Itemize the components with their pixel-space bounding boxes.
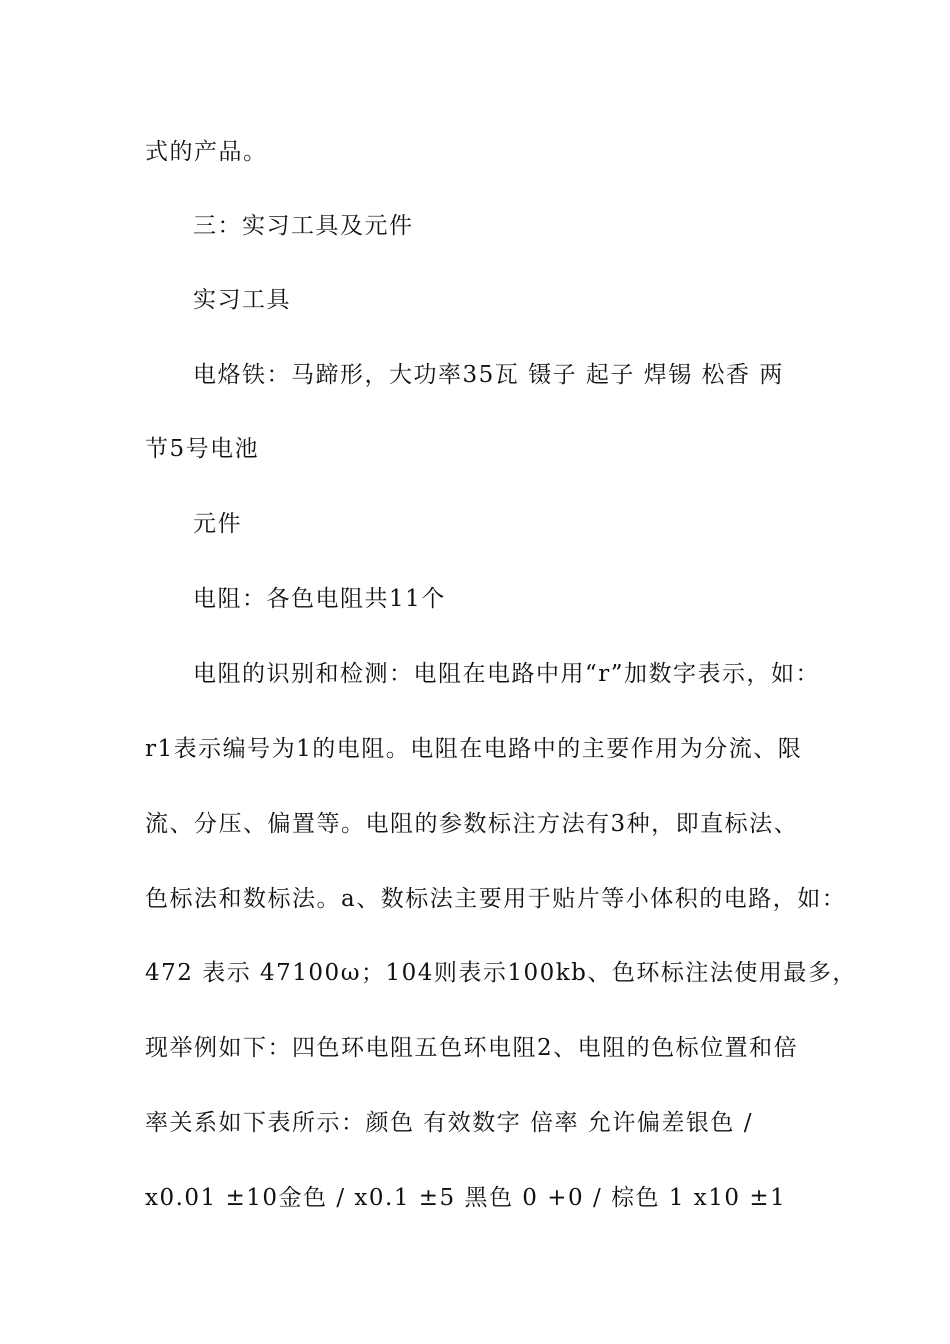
text-line: 率关系如下表所示：颜色 有效数字 倍率 允许偏差银色 / (145, 1110, 753, 1136)
text-line: 色标法和数标法。a、数标法主要用于贴片等小体积的电路，如： (145, 886, 847, 912)
text-line: 472 表示 47100ω；104则表示100kb、色环标注法使用最多， (145, 960, 857, 986)
text-line: r1表示编号为1的电阻。电阻在电路中的主要作用为分流、限 (145, 736, 803, 762)
text-line: 现举例如下：四色环电阻五色环电阻2、电阻的色标位置和倍 (145, 1035, 799, 1061)
text-line: 电烙铁：马蹄形，大功率35瓦 镊子 起子 焊锡 松香 两 (193, 362, 784, 388)
subheading: 元件 (193, 511, 242, 537)
text-line: x0.01 ±10金色 / x0.1 ±5 黑色 0 +0 / 棕色 1 x10 ±1 (145, 1185, 787, 1211)
text-line: 式的产品。 (145, 139, 268, 165)
text-line: 节5号电池 (145, 436, 260, 462)
text-line: 电阻的识别和检测：电阻在电路中用“r”加数字表示，如： (193, 661, 821, 687)
text-line: 流、分压、偏置等。电阻的参数标注方法有3种，即直标法、 (145, 811, 799, 837)
subheading: 实习工具 (193, 287, 291, 313)
text-line: 电阻：各色电阻共11个 (193, 586, 446, 612)
section-heading: 三：实习工具及元件 (193, 213, 414, 239)
